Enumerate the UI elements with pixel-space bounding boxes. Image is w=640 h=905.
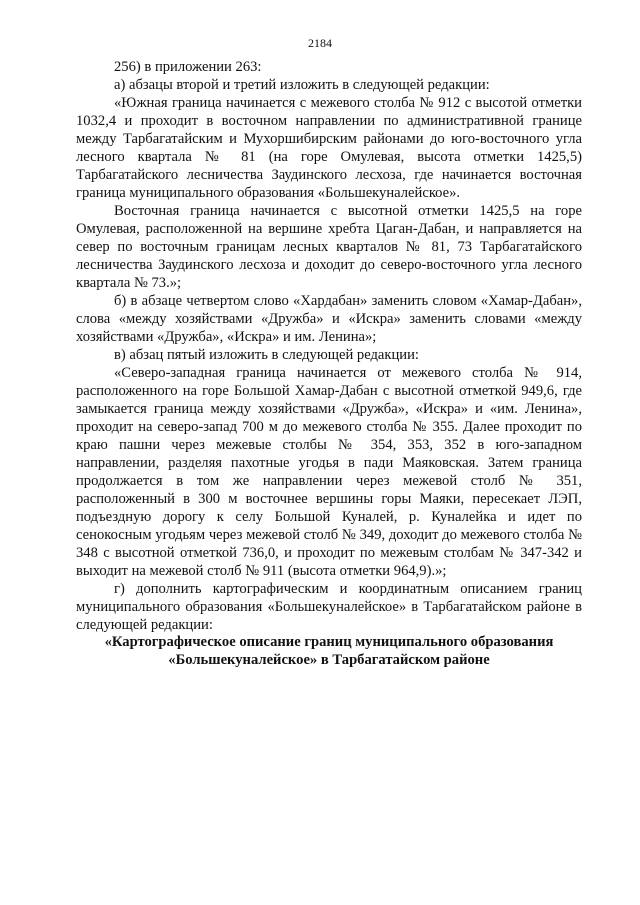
paragraph-northwest-border: «Северо-западная граница начинается от межевого столба № 914, расположенного на горе Большой Хамар-Дабан с высотной отметкой 949,6, где замыкается граница между хозяйствами «Дружба», «Искра» и «им. Ленина», проходит на северо-запад 700 м до межевого столба № 355. Далее проходит по краю пашни через межевые столбы № 354, 353, 352 в юго-западном направлении, разделяя пахотные угодья в пади Маяковская. Затем граница продолжается в том же направлении через межевой столб № 351, расположенный в 300 м восточнее вершины горы Маяки, пересекает ЛЭП, подъездную дорогу к селу Большой Куналей, р. Куналейка и идет по сенокосным угодьям через межевой столб № 349, доходит до межевого столба № 348 с высотной отметкой 736,0, и проходит по межевым столбам № 347-342 и выходит на межевой столб № 911 (высота отметки 964,9).»; <box>76 365 582 579</box>
section-heading <box>76 633 582 669</box>
paragraph-item-v: в) абзац пятый изложить в следующей редакции: <box>114 347 419 363</box>
paragraph-item-b: б) в абзаце четвертом слово «Хардабан» заменить словом «Хамар-Дабан», слова «между хозяйствами «Дружба» и «Искра» заменить словами «между хозяйствами «Дружба», «Искра» и им. Ленина»; <box>76 293 582 345</box>
paragraph-item-a: а) абзацы второй и третий изложить в следующей редакции: <box>114 77 490 93</box>
section-heading-line-1: «Картографическое описание границ муниципального образования <box>104 634 554 650</box>
paragraph-east-border: Восточная граница начинается с высотной отметки 1425,5 на горе Омулевая, расположенной на вершине хребта Цаган-Дабан, и направляется на север по восточным границам лесных кварталов № 81, 73 Тарбагатайского лесничества Заудинского лесхоза и доходит до северо-восточного угла лесного квартала № 73.»; <box>76 203 582 291</box>
section-heading-line-2: «Большекуналейское» в Тарбагатайском районе <box>168 652 490 668</box>
paragraph-appendix-ref: 256) в приложении 263: <box>114 59 262 75</box>
paragraph-south-border: «Южная граница начинается с межевого столба № 912 с высотой отметки 1032,4 и проходит в восточном направлении по административной границе между Тарбагатайским и Мухоршибирским районами до юго-восточного угла лесного квартала № 81 (на горе Омулевая, высота отметки 1425,5) Тарбагатайского лесничества Заудинского лесхоза, где начинается восточная граница муниципального образования «Большекуналейское». <box>76 95 582 201</box>
paragraph-item-g: г) дополнить картографическим и координатным описанием границ муниципального образования «Большекуналейское» в Тарбагатайском районе в следующей редакции: <box>76 581 582 633</box>
document-body <box>76 58 582 634</box>
page-number: 2184 <box>308 36 332 50</box>
